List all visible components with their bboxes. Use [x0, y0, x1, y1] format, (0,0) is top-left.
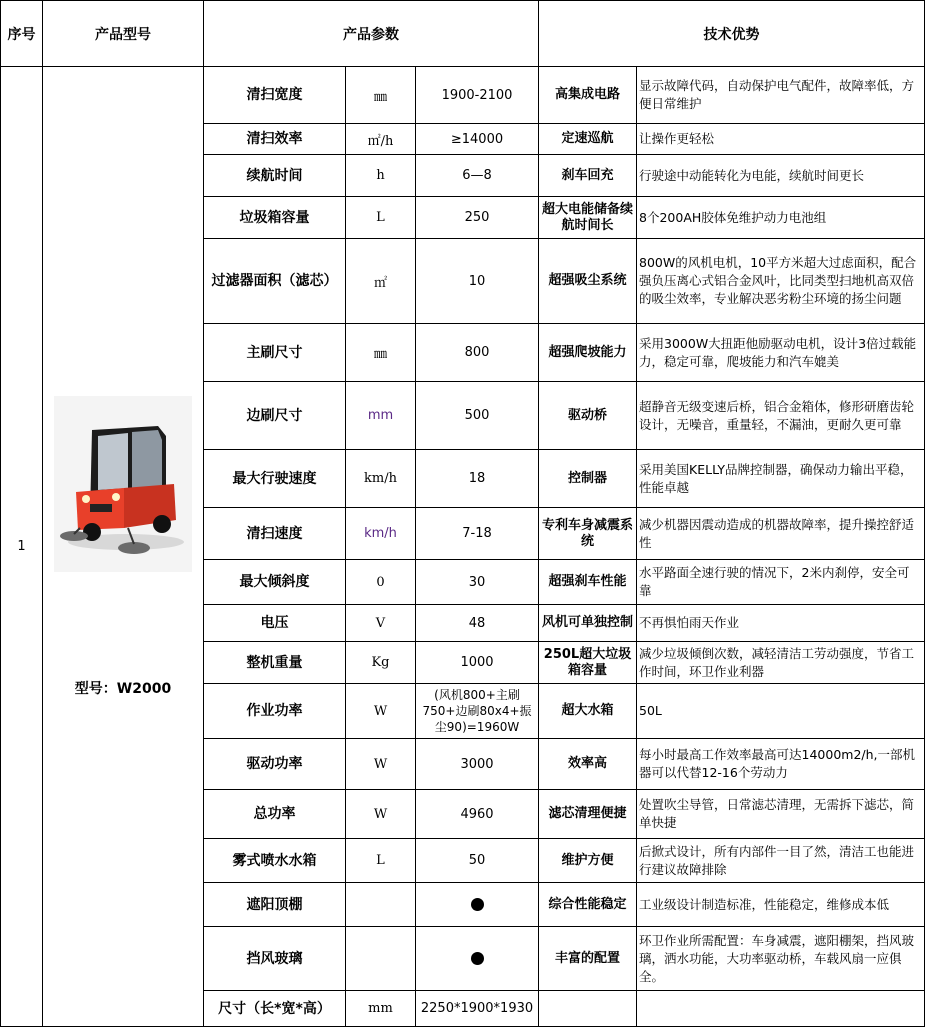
param-name: 清扫宽度 [204, 67, 346, 124]
param-value: 3000 [416, 739, 539, 790]
param-unit: L [346, 197, 416, 239]
advantage-title: 定速巡航 [539, 124, 637, 155]
advantage-desc [637, 991, 925, 1027]
param-name: 作业功率 [204, 684, 346, 739]
table-row [1, 67, 925, 124]
param-unit: W [346, 790, 416, 839]
param-name: 清扫效率 [204, 124, 346, 155]
advantage-title: 专利车身减震系统 [539, 508, 637, 560]
param-unit: km/h [346, 450, 416, 508]
param-unit: h [346, 155, 416, 197]
param-value: 500 [416, 382, 539, 450]
param-unit: ㎜ [346, 67, 416, 124]
feature-included-dot [416, 883, 539, 927]
param-unit: mm [346, 382, 416, 450]
param-unit: 0 [346, 560, 416, 605]
header-model: 产品型号 [43, 1, 204, 67]
param-unit [346, 883, 416, 927]
param-name: 整机重量 [204, 642, 346, 684]
param-name: 遮阳顶棚 [204, 883, 346, 927]
advantage-title: 250L超大垃圾箱容量 [539, 642, 637, 684]
advantage-desc: 后掀式设计，所有内部件一目了然，清洁工也能进行建议故障排除 [637, 839, 925, 883]
param-value: 7-18 [416, 508, 539, 560]
advantage-desc: 行驶途中动能转化为电能，续航时间更长 [637, 155, 925, 197]
param-unit: ㎡/h [346, 124, 416, 155]
advantage-title: 超大电能储备续航时间长 [539, 197, 637, 239]
param-unit: W [346, 684, 416, 739]
advantage-desc: 减少垃圾倾倒次数，减轻清洁工劳动强度，节省工作时间，环卫作业利器 [637, 642, 925, 684]
advantage-desc: 8个200AH胶体免维护动力电池组 [637, 197, 925, 239]
advantage-desc: 显示故障代码，自动保护电气配件，故障率低，方便日常维护 [637, 67, 925, 124]
param-unit: W [346, 739, 416, 790]
model-label: 型号：W2000 [74, 680, 172, 697]
param-name: 垃圾箱容量 [204, 197, 346, 239]
param-unit [346, 927, 416, 991]
advantage-title: 高集成电路 [539, 67, 637, 124]
param-name: 总功率 [204, 790, 346, 839]
advantage-title: 维护方便 [539, 839, 637, 883]
advantage-title: 风机可单独控制 [539, 605, 637, 642]
param-value: 6—8 [416, 155, 539, 197]
advantage-title: 驱动桥 [539, 382, 637, 450]
advantage-desc: 处置吹尘导管，日常滤芯清理，无需拆下滤芯，简单快捷 [637, 790, 925, 839]
param-name: 清扫速度 [204, 508, 346, 560]
advantage-desc: 800W的风机电机，10平方米超大过虑面积，配合强负压离心式铝合金风叶，比同类型扫地机高双倍的吸尘效率，专业解决恶劣粉尘环境的扬尘问题 [637, 239, 925, 324]
advantage-desc: 环卫作业所需配置：车身减震，遮阳棚架，挡风玻璃，洒水功能，大功率驱动桥，车载风扇一应俱全。 [637, 927, 925, 991]
advantage-title: 效率高 [539, 739, 637, 790]
advantage-desc: 不再惧怕雨天作业 [637, 605, 925, 642]
advantage-title: 滤芯清理便捷 [539, 790, 637, 839]
param-name: 边刷尺寸 [204, 382, 346, 450]
advantage-title: 综合性能稳定 [539, 883, 637, 927]
advantage-title: 控制器 [539, 450, 637, 508]
header-params: 产品参数 [204, 1, 539, 67]
param-value: 2250*1900*1930 [416, 991, 539, 1027]
advantage-desc: 50L [637, 684, 925, 739]
advantage-desc: 工业级设计制造标准，性能稳定，维修成本低 [637, 883, 925, 927]
param-name: 尺寸（长*宽*高） [204, 991, 346, 1027]
advantage-title: 超强吸尘系统 [539, 239, 637, 324]
param-value: 1900-2100 [416, 67, 539, 124]
param-value: 800 [416, 324, 539, 382]
param-value: 18 [416, 450, 539, 508]
advantage-title: 丰富的配置 [539, 927, 637, 991]
param-value: 50 [416, 839, 539, 883]
feature-included-dot [416, 927, 539, 991]
param-unit: V [346, 605, 416, 642]
param-value: 4960 [416, 790, 539, 839]
header-index: 序号 [1, 1, 43, 67]
param-name: 最大行驶速度 [204, 450, 346, 508]
param-name: 主刷尺寸 [204, 324, 346, 382]
advantage-title: 超大水箱 [539, 684, 637, 739]
header-advantages: 技术优势 [539, 1, 925, 67]
advantage-title [539, 991, 637, 1027]
header-row [1, 1, 925, 67]
param-value: ≥14000 [416, 124, 539, 155]
advantage-desc: 让操作更轻松 [637, 124, 925, 155]
advantage-title: 超强爬坡能力 [539, 324, 637, 382]
advantage-title: 刹车回充 [539, 155, 637, 197]
advantage-desc: 超静音无级变速后桥，铝合金箱体，修形研磨齿轮设计，无噪音，重量轻，不漏油，更耐久更可靠 [637, 382, 925, 450]
filled-dot-icon [471, 898, 484, 911]
param-value: 1000 [416, 642, 539, 684]
param-name: 挡风玻璃 [204, 927, 346, 991]
param-name: 雾式喷水水箱 [204, 839, 346, 883]
row-index: 1 [1, 67, 43, 1027]
model-cell [43, 67, 204, 1027]
filled-dot-icon [471, 952, 484, 965]
param-unit: mm [346, 991, 416, 1027]
param-unit: L [346, 839, 416, 883]
param-unit: ㎜ [346, 324, 416, 382]
advantage-desc: 采用3000W大扭距他励驱动电机，设计3倍过载能力，稳定可靠，爬坡能力和汽车媲美 [637, 324, 925, 382]
advantage-desc: 每小时最高工作效率最高可达14000m2/h,一部机器可以代替12-16个劳动力 [637, 739, 925, 790]
param-value: 10 [416, 239, 539, 324]
param-name: 驱动功率 [204, 739, 346, 790]
param-value: 30 [416, 560, 539, 605]
param-name: 过滤器面积（滤芯） [204, 239, 346, 324]
sweeper-vehicle-photo [54, 396, 192, 572]
param-name: 续航时间 [204, 155, 346, 197]
param-name: 电压 [204, 605, 346, 642]
param-value: (风机800+主刷750+边刷80x4+振尘90)=1960W [416, 684, 539, 739]
advantage-desc: 减少机器因震动造成的机器故障率，提升操控舒适性 [637, 508, 925, 560]
advantage-title: 超强刹车性能 [539, 560, 637, 605]
param-unit: Kg [346, 642, 416, 684]
advantage-desc: 水平路面全速行驶的情况下，2米内刹停，安全可靠 [637, 560, 925, 605]
param-value: 250 [416, 197, 539, 239]
param-value: 48 [416, 605, 539, 642]
advantage-desc: 采用美国KELLY品牌控制器，确保动力输出平稳，性能卓越 [637, 450, 925, 508]
param-unit: ㎡ [346, 239, 416, 324]
param-name: 最大倾斜度 [204, 560, 346, 605]
param-unit: km/h [346, 508, 416, 560]
